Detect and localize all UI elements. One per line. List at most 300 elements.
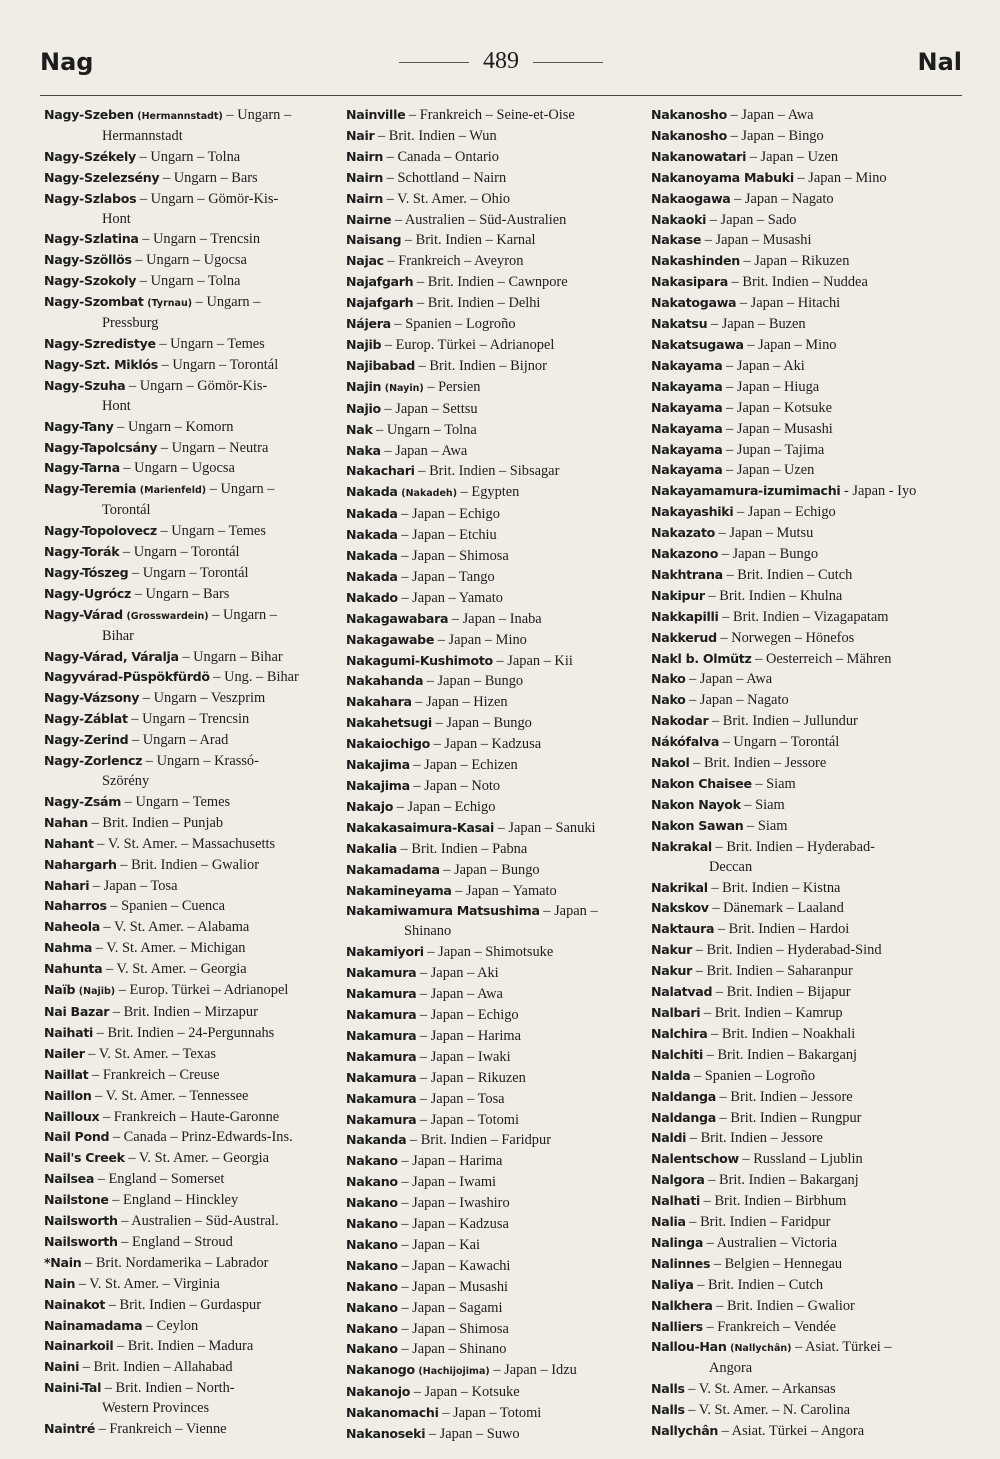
location-info: – Spanien – Cuenca [106,898,225,915]
location-info: – Spanien – Logroño [390,316,516,333]
place-name: Nakada [346,527,398,543]
place-name: Nagy-Zorlencz [44,753,143,769]
location-info: – Japan – Nagato [730,190,834,207]
location-info: – Japan – Kai [397,1236,481,1253]
location-info: - Japan - Iyo [840,483,917,500]
gazetteer-entry [651,1379,941,1400]
place-name: Nakamura [346,1111,417,1127]
location-info: – Asiat. Türkei – Angora [718,1423,865,1440]
location-info: – Brit. Indien – Jullundur [708,713,858,730]
place-name: Nakamiyori [346,944,424,960]
place-name: Naisang [346,232,402,248]
location-info: – Japan – Shimosa [397,548,509,565]
place-name: Nagy-Topolovecz [44,523,157,539]
place-name: Nakon Sawan [651,817,744,833]
gazetteer-entry [346,189,634,210]
location-info: – Russland – Ljublin [738,1151,863,1168]
location-info: – Japan – Nagato [685,692,789,709]
page-number: 489 [483,48,519,74]
place-name: Nagy-Zerind [44,732,129,748]
place-name: Nainarkoil [44,1338,114,1354]
gazetteer-entry [44,1378,332,1399]
place-name: Nagy-Teremia [44,481,137,497]
place-name: Naka [346,442,381,458]
location-info: – Japan – Echigo [416,1006,519,1023]
location-info: – Siam [740,796,785,813]
location-info: – Japan – Hizen [411,694,508,711]
gazetteer-entry [651,1254,941,1275]
location-info: – Japan – Musashi [701,232,812,249]
place-name: Nairne [346,211,392,227]
place-name: Nailsworth [44,1213,118,1229]
location-info: – England – Hinckley [108,1192,239,1209]
location-info: – Ungarn – Komorn [113,418,234,435]
gazetteer-entry [651,460,941,481]
place-name: Nallychân [651,1423,719,1439]
gazetteer-entry [651,1128,941,1149]
place-name: Nailloux [44,1108,100,1124]
place-name: Nakon Nayok [651,796,741,812]
place-name: Nagy-Záblat [44,711,128,727]
place-name: Nalgora [651,1172,705,1188]
location-info: – Japan – Aki [722,357,805,374]
place-name: Nagy-Székely [44,148,136,164]
location-info: – V. St. Amer. – Georgia [102,961,247,978]
gazetteer-entry [346,210,634,231]
place-name: Nakano [346,1341,398,1357]
location-info: – Canada – Ontario [383,148,499,165]
gazetteer-entry [651,1108,941,1129]
gazetteer-entry [651,837,941,858]
place-name: Nairn [346,148,384,164]
gazetteer-entry [44,917,332,938]
place-name: Nagy-Ugrócz [44,585,132,601]
location-info: – Brit. Indien – Bakarganj [703,1046,858,1063]
gazetteer-entry [44,855,332,876]
place-name: Nairn [346,190,384,206]
place-name: Nakodar [651,713,709,729]
place-name: Nakkerud [651,629,717,645]
location-info: – Ungarn – Torontál [157,356,279,373]
location-info: – Japan – Awa [416,986,503,1003]
location-info: – Brit. Indien – Gurdaspur [105,1296,262,1313]
gazetteer-entry [346,881,634,902]
gazetteer-entry [651,126,941,147]
location-info: – Japan – Shimosa [397,1320,509,1337]
location-info: – Japan – Echigo [397,506,500,523]
gazetteer-entry [44,730,332,751]
place-name: Nakamura [346,965,417,981]
place-name: Nakamineyama [346,882,452,898]
gazetteer-entry [651,147,941,168]
location-info: – Japan – Yamato [397,589,503,606]
place-name: Nakazato [651,525,716,541]
place-name: Nail Pond [44,1129,110,1145]
location-info: – Siam [743,817,788,834]
gazetteer-entry [44,876,332,897]
place-name: Nakase [651,232,702,248]
place-name: Nai Bazar [44,1003,110,1019]
entry-continuation: Hont [102,397,131,414]
location-info: – Japan – Bungo [439,861,540,878]
location-info: – Japan – Harima [416,1027,522,1044]
place-name: Nakol [651,755,690,771]
place-name: Naïb [44,982,76,998]
gazetteer-entry [651,419,941,440]
location-info: – Japan – Noto [409,778,501,794]
location-info: – Ungarn – Ugocsa [119,460,235,477]
place-name: Nakajima [346,778,410,793]
gazetteer-entry [651,544,941,565]
place-name: Naldanga [651,1109,716,1125]
location-info: – Ungarn – Torontál [128,564,249,581]
gazetteer-entry [346,482,634,504]
location-info: – Frankreich – Vendée [702,1318,837,1335]
gazetteer-entry [651,669,941,690]
location-info: – Japan – Tango [397,568,495,585]
gazetteer-entry [651,1087,941,1108]
gazetteer-entry [44,1274,332,1295]
gazetteer-entry [346,1235,634,1256]
gazetteer-entry [346,335,634,356]
header-dash-left [399,62,469,63]
gazetteer-entry [44,584,332,605]
page-header [40,48,962,88]
location-info: – Brit. Indien – Rungpur [715,1109,862,1126]
location-info: – Frankreich – Vienne [95,1421,227,1438]
gazetteer-entry [651,690,941,711]
entry-continuation: Bihar [102,627,134,644]
location-info: – Japan – Totomi [438,1405,542,1422]
place-name: Nakachari [346,463,415,479]
gazetteer-entry [44,813,332,834]
gazetteer-entry [346,671,634,692]
alt-name: (Najib) [78,986,116,998]
gazetteer-entry [44,189,332,210]
gazetteer-entry [346,1005,634,1026]
gazetteer-entry [44,709,332,730]
place-name: Nair [346,127,375,143]
location-info: – Schottland – Nairn [383,169,507,186]
gazetteer-entry [346,692,634,713]
gazetteer-entry [346,504,634,525]
place-name: Nakl b. Olmütz [651,650,752,666]
gazetteer-entry [44,1169,332,1190]
place-name: Najin [346,378,382,394]
gazetteer-entry [44,959,332,980]
place-name: Naini [44,1359,80,1375]
place-name: Naintré [44,1421,95,1437]
gazetteer-entry [651,1045,941,1066]
place-name: Nájera [346,316,391,332]
gazetteer-column-2 [346,105,634,1445]
place-name: Nail's Creek [44,1150,125,1166]
place-name: Naldanga [651,1088,716,1104]
place-name: Nakahanda [346,673,424,689]
place-name: Nakano [346,1257,398,1273]
gazetteer-entry [44,147,332,168]
place-name: Nalda [651,1067,691,1083]
place-name: Nagy-Torák [44,544,120,560]
gazetteer-entry [44,667,332,688]
gazetteer-entry [651,1337,941,1359]
gazetteer-entry [651,1212,941,1233]
gazetteer-entry [346,1193,634,1214]
location-info: – Brit. Indien – Khulna [704,587,843,604]
location-info: – Frankreich – Seine-et-Oise [405,107,575,123]
location-info: – Brit. Indien – Cutch [722,566,853,583]
location-info: – England – Somerset [94,1171,225,1188]
gazetteer-entry [346,1068,634,1089]
place-name: Nagy-Szlabos [44,190,137,206]
place-name: Nahma [44,940,93,956]
location-info: – Brit. Indien – Delhi [413,295,541,312]
gazetteer-entry [651,732,941,753]
location-info: – Australien – Süd-Austral. [117,1213,279,1230]
gazetteer-entry [346,546,634,567]
place-name: Nakayama [651,378,723,394]
gazetteer-entry [651,105,941,126]
place-name: Naldi [651,1130,687,1146]
place-name: Nakanojo [346,1384,411,1400]
location-info: – Ungarn – Veszprim [139,690,266,707]
gazetteer-entry [346,461,634,482]
gazetteer-entry [346,147,634,168]
gazetteer-entry [651,251,941,272]
location-info: – Ungarn – [206,481,275,498]
gazetteer-entry [44,542,332,563]
page-number-block [40,48,962,75]
location-info: – Brit. Indien – Wun [374,127,497,144]
place-name: Nakatogawa [651,295,737,311]
place-name: Nakano [346,1216,398,1232]
alt-name: (Tyrnau) [147,298,193,310]
gazetteer-entry [346,126,634,147]
place-name: Nahunta [44,961,103,977]
location-info: – Spanien – Logroño [690,1067,816,1084]
place-name: Nakakasaimura-Kasai [346,819,494,835]
location-info: – Brit. Indien – Bakarganj [704,1172,859,1189]
location-info: – Australien – Victoria [703,1234,838,1251]
gazetteer-entry [651,440,941,461]
location-info: – Ungarn – Krassó- [142,753,259,770]
gazetteer-entry [346,963,634,984]
location-info: – Japan – Bingo [726,127,824,144]
gazetteer-entry [44,1232,332,1253]
gazetteer-entry [651,586,941,607]
location-info: – Oesterreich – Mähren [751,650,892,667]
place-name: Nagy-Tószeg [44,564,129,580]
gazetteer-entry [346,609,634,630]
entry-continuation: Pressburg [102,315,159,332]
alt-name: (Grosswardein) [126,610,209,622]
gazetteer-entry [44,896,332,917]
location-info: – Brit. Indien – Madura [113,1338,254,1355]
gazetteer-entry [651,335,941,356]
location-info: – Japan – Mutsu [715,525,814,542]
gazetteer-entry [651,314,941,335]
location-info: – Ungarn – Ugocsa [131,252,247,269]
location-info: – Japan – Shimotsuke [423,944,554,961]
location-info: – Japan – [539,903,598,920]
entry-continuation: Deccan [709,858,753,875]
place-name: Naihati [44,1024,94,1040]
location-info: – Ungarn – Torontál [119,544,240,561]
place-name: Nakajo [346,798,394,814]
location-info: – Japan – Uzen [722,462,815,479]
location-info: – Siam [751,776,796,792]
place-name: Nakagumi-Kushimoto [346,652,493,668]
gazetteer-entry [346,776,634,797]
gazetteer-entry [346,588,634,609]
location-info: – Japan – Mino [434,631,527,648]
gazetteer-entry [44,1023,332,1044]
place-name: Nairn [346,169,384,185]
location-info: – Japan – Sado [706,211,797,228]
location-info: – Belgien – Hennegau [710,1255,843,1272]
place-name: Nakamura [346,1090,417,1106]
place-name: Naktaura [651,921,715,937]
gazetteer-entry [44,1086,332,1107]
place-name: Nalinga [651,1234,704,1250]
gazetteer-entry [346,314,634,335]
place-name: Nagy-Szredistye [44,335,156,351]
gazetteer-entry [44,980,332,1002]
place-name: Nahan [44,814,88,830]
place-name: Nakahetsugi [346,715,432,731]
location-info: – Norwegen – Hönefos [716,629,855,646]
location-info: – Brit. Indien – Hyderabad-Sind [692,942,882,959]
gazetteer-entry [346,984,634,1005]
location-info: – Brit. Indien – Faridpur [685,1214,831,1231]
location-info: – Japan – Etchiu [397,527,497,544]
gazetteer-entry [651,230,941,251]
place-name: Nalhati [651,1193,701,1209]
location-info: – Brit. Indien – Saharanpur [692,963,853,980]
place-name: Nalchiti [651,1046,704,1062]
gazetteer-entry [346,942,634,963]
alt-name: (Hermannstadt) [137,111,223,122]
alt-name: (Hachijojima) [418,1366,490,1378]
gazetteer-entry [346,755,634,776]
place-name: Nagy-Szelezsény [44,169,160,185]
place-name: Nainville [346,107,406,122]
gazetteer-entry [44,688,332,709]
gazetteer-entry [346,1360,634,1382]
gazetteer-entry [346,651,634,672]
place-name: Nakkapilli [651,608,719,624]
place-name: Nakipur [651,587,705,603]
location-info: – V. St. Amer. – Ohio [383,190,511,207]
place-name: Nalls [651,1381,685,1397]
location-info: – Brit. Indien – Nuddea [727,274,868,291]
location-info: – Ung. – Bihar [209,669,299,686]
place-name: Nagyvárad-Püspökfürdö [44,669,210,685]
gazetteer-entry [346,377,634,399]
location-info: – Brit. Indien – Gwalior [116,856,259,873]
gazetteer-entry [44,271,332,292]
location-info: – Japan – Tosa [89,877,178,894]
gazetteer-entry [44,438,332,459]
gazetteer-entry [651,1170,941,1191]
location-info: – Ungarn – Bars [131,585,230,602]
gazetteer-entry [44,1211,332,1232]
place-name: Nakasipara [651,274,728,290]
place-name: Nakada [346,484,398,500]
gazetteer-entry [651,189,941,210]
gazetteer-entry [346,1089,634,1110]
location-info: – Ungarn – Temes [155,335,265,352]
location-info: – Japan – Rikuzen [739,253,850,270]
location-info: – Japan – Hitachi [736,295,841,312]
location-info: – Brit. Indien – Jessore [715,1088,853,1105]
gazetteer-entry [44,105,332,127]
place-name: Nakamura [346,986,417,1002]
place-name: Nako [651,671,686,687]
gazetteer-entry [651,481,941,502]
gazetteer-entry [346,860,634,881]
place-name: Nakayama [651,420,723,436]
gazetteer-entry [346,713,634,734]
place-name: Nakada [346,548,398,564]
location-info: – Japan – Musashi [722,420,833,437]
place-name: Nainakot [44,1296,106,1312]
location-info: – Ungarn – Torontál [719,734,840,751]
gazetteer-entry [44,292,332,314]
place-name: Nagy-Szuha [44,377,126,393]
location-info: – Ungarn – [192,294,261,311]
gazetteer-entry [346,399,634,420]
gazetteer-entry [651,1149,941,1170]
gazetteer-entry [44,1253,332,1274]
place-name: Nakamiwamura Matsushima [346,903,540,919]
gazetteer-entry [651,1066,941,1087]
gazetteer-entry [44,1127,332,1148]
gazetteer-entry [651,272,941,293]
location-info: – Japan – Buzen [707,316,806,333]
place-name: Najafgarh [346,274,414,290]
location-info: – Brit. Indien – Jessore [686,1130,823,1147]
place-name: Nagy-Tany [44,418,114,434]
place-name: Nakatsugawa [651,336,744,352]
place-name: Nagy-Szokoly [44,273,137,289]
gazetteer-entry [346,168,634,189]
location-info: – Ceylon [142,1317,199,1334]
location-info: – V. St. Amer. – Georgia [124,1150,270,1167]
alt-name: (Nallychân) [730,1343,792,1355]
place-name: Nakada [346,568,398,584]
place-name: Nakayashiki [651,504,734,520]
header-dash-right [533,62,603,63]
place-name: Naillon [44,1087,92,1103]
gazetteer-entry [44,168,332,189]
location-info: – Ungarn – Bars [159,169,258,186]
place-name: Nakamura [346,1048,417,1064]
place-name: Nakamura [346,1027,417,1043]
location-info: – V. St. Amer. – Alabama [99,919,250,936]
gazetteer-entry [346,630,634,651]
place-name: Nahant [44,835,94,851]
place-name: Nakano [346,1153,398,1169]
gazetteer-entry [44,479,332,501]
gazetteer-entry [346,1403,634,1424]
location-info: – Japan – Kadzusa [430,736,542,753]
gazetteer-entry [44,1107,332,1128]
gazetteer-entry [346,441,634,462]
location-info: – Brit. Indien – Faridpur [406,1132,551,1149]
place-name: Nakatsu [651,316,708,332]
location-info: – Brit. Indien – Noakhali [707,1025,856,1042]
